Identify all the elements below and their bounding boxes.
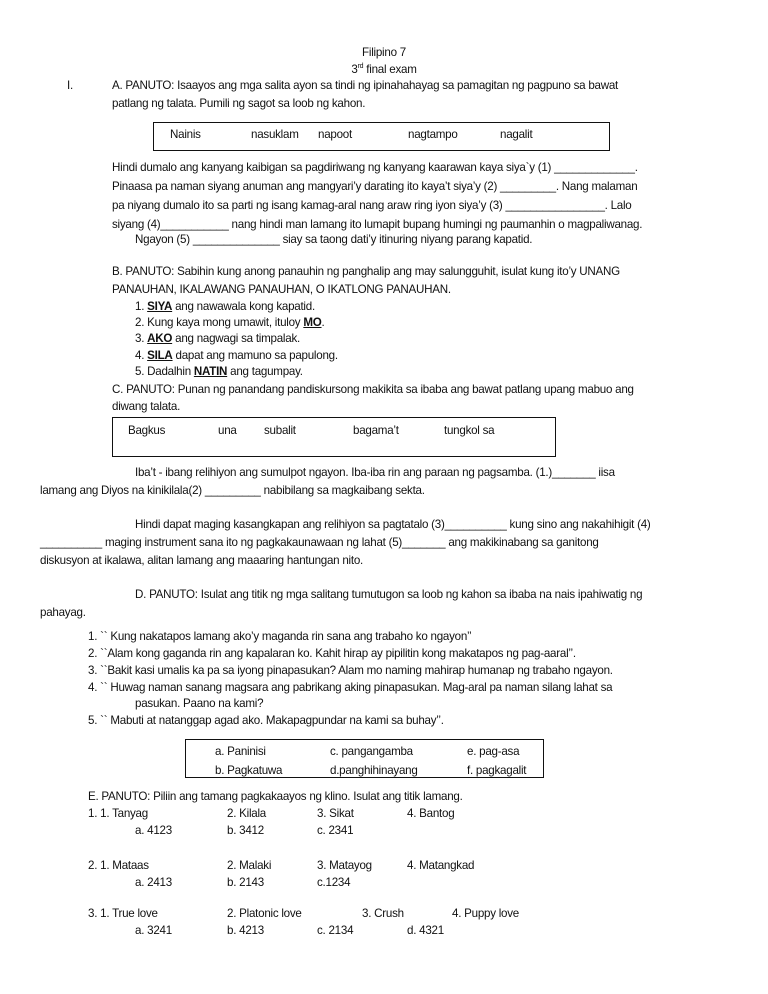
item-text: 1. (135, 300, 148, 313)
item-text: 4. (135, 349, 148, 362)
item-text: dapat ang mamuno sa papulong. (172, 349, 338, 362)
answer-option: c. 2134 (317, 924, 354, 937)
roman-numeral: I. (67, 79, 73, 92)
answer-option: c.1234 (317, 876, 351, 889)
statement-item: 2. ``Alam kong gaganda rin ang kapalaran ko. Kahit hirap ay pipilitin kong makatapos ng pag-aaral’’. (88, 647, 576, 660)
question-item (135, 332, 300, 346)
paragraph-line: pa niyang dumalo ito sa parti ng isang kamag-aral nang araw ring iyon siya’y (3) ________________. Lalo (112, 199, 632, 212)
klino-word: 2. Platonic love (227, 907, 302, 920)
part-d-instruction: D. PANUTO: Isulat ang titik ng mga salitang tumutugon sa loob ng kahon sa ibaba na nais ipahiwatig ng (135, 588, 643, 601)
choice: d.panghihinayang (330, 764, 418, 777)
klino-word: 1. 1. Tanyag (88, 807, 148, 820)
klino-word: 3. Matayog (317, 859, 372, 872)
paragraph-line: Pinaasa pa naman siyang anuman ang mangyari’y darating ito kaya’t siya’y (2) _________. Nang malaman (112, 180, 638, 193)
paragraph-line: Hindi dapat maging kasangkapan ang relihiyon sa pagtatalo (3)__________ kung sino ang nakahihigit (4) (135, 518, 651, 531)
item-text: 5. Dadalhin (135, 365, 194, 378)
statement-item: 5. `` Mabuti at natanggap agad ako. Makapagpundar na kami sa buhay’’. (88, 714, 444, 727)
paragraph-line: __________ maging instrument sana ito ng pagkakaunawaan ng lahat (5)_______ ang makikinabang sa ganitong (40, 536, 599, 549)
answer-option: b. 2143 (227, 876, 264, 889)
underlined-pronoun: SIYA (147, 300, 173, 313)
paragraph-line: Ngayon (5) ______________ siay sa taong dati’y itinuring niyang parang kapatid. (135, 233, 533, 246)
klino-word: 4. Puppy love (452, 907, 520, 920)
part-b-instruction-2: PANAUHAN, IKALAWANG PANAUHAN, O IKATLONG PANAUHAN. (112, 283, 451, 296)
choice: nagtampo (408, 128, 458, 141)
choice: subalit (264, 424, 296, 437)
klino-word: 3. Sikat (317, 807, 354, 820)
word-box-a (153, 122, 610, 151)
item-text: ang nagwagi sa timpalak. (172, 332, 300, 345)
paragraph-line: siyang (4)___________ nang hindi man lamang ito lumapit bupang humingi ng paumanhin o magpaliwanag. (112, 218, 643, 231)
choice: b. Pagkatuwa (215, 764, 283, 777)
choice: Bagkus (128, 424, 166, 437)
paragraph-line: diskusyon at ikalawa, alitan lamang ang maaaring hantungan nito. (40, 554, 364, 567)
exam-number: 3 (351, 63, 358, 76)
underlined-pronoun: NATIN (193, 365, 228, 378)
klino-word: 3. 1. True love (88, 907, 158, 920)
item-text: 3. (135, 332, 148, 345)
subject-title: Filipino 7 (362, 46, 406, 59)
answer-option: b. 4213 (227, 924, 264, 937)
exam-suffix: rd (357, 63, 364, 71)
part-a-instruction-2: patlang ng talata. Pumili ng sagot sa loob ng kahon. (112, 97, 366, 110)
paragraph-line: Hindi dumalo ang kanyang kaibigan sa pagdiriwang ng kanyang kaarawan kaya siya`y (1) _____________. (112, 161, 638, 174)
part-d-instruction-2: pahayag. (40, 606, 86, 619)
choice: f. pagkagalit (467, 764, 527, 777)
underlined-pronoun: MO (303, 316, 322, 329)
underlined-pronoun: SILA (147, 349, 173, 362)
choice: a. Paninisi (215, 745, 266, 758)
statement-item: 3. ``Bakit kasi umalis ka pa sa iyong pinapasukan? Alam mo naming mahirap humanap ng trabaho ngayon. (88, 664, 613, 677)
answer-option: d. 4321 (407, 924, 444, 937)
choice: tungkol sa (444, 424, 495, 437)
klino-word: 2. Malaki (227, 859, 272, 872)
paragraph-line: Iba’t - ibang relihiyon ang sumulpot ngayon. Iba-iba rin ang paraan ng pagsamba. (1.)_______ iisa (135, 466, 615, 479)
question-item (135, 300, 315, 314)
choice: nagalit (500, 128, 533, 141)
answer-option: a. 2413 (135, 876, 172, 889)
choice: c. pangangamba (330, 745, 413, 758)
statement-item-continued: pasukan. Paano na kami? (135, 697, 264, 710)
item-text: 2. Kung kaya mong umawit, ituloy (135, 316, 304, 329)
question-item (135, 365, 303, 379)
item-text: ang tagumpay. (227, 365, 303, 378)
item-text: . (321, 316, 325, 329)
statement-item: 4. `` Huwag naman sanang magsara ang pabrikang aking pinapasukan. Mag-aral pa naman silang lahat sa (88, 681, 613, 694)
answer-option: b. 3412 (227, 824, 264, 837)
part-c-instruction-2: diwang talata. (112, 400, 181, 413)
klino-word: 2. Kilala (227, 807, 266, 820)
question-item (135, 316, 325, 330)
choice: una (218, 424, 237, 437)
statement-item: 1. `` Kung nakatapos lamang ako’y maganda rin sana ang trabaho ko ngayon’’ (88, 630, 472, 643)
part-a-instruction: A. PANUTO: Isaayos ang mga salita ayon sa tindi ng ipinahahayag sa pamagitan ng pagpuno sa bawat (112, 79, 619, 92)
klino-word: 4. Matangkad (407, 859, 475, 872)
part-e-instruction: E. PANUTO: Piliin ang tamang pagkakaayos ng klino. Isulat ang titik lamang. (88, 790, 463, 803)
part-b-instruction: B. PANUTO: Sabihin kung anong panauhin ng panghalip ang may salungguhit, isulat kung ito’y UNANG (112, 265, 620, 278)
klino-word: 2. 1. Mataas (88, 859, 149, 872)
answer-option: c. 2341 (317, 824, 354, 837)
choice: napoot (318, 128, 352, 141)
exam-label: final exam (363, 63, 417, 76)
part-c-instruction: C. PANUTO: Punan ng panandang pandiskursong makikita sa ibaba ang bawat patlang upang mabuo ang (112, 383, 634, 396)
answer-option: a. 3241 (135, 924, 172, 937)
choice: bagama’t (353, 424, 399, 437)
underlined-pronoun: AKO (147, 332, 173, 345)
klino-word: 4. Bantog (407, 807, 455, 820)
klino-word: 3. Crush (362, 907, 404, 920)
answer-option: a. 4123 (135, 824, 172, 837)
paragraph-line: lamang ang Diyos na kinikilala(2) _________ nabibilang sa magkaibang sekta. (40, 484, 425, 497)
item-text: ang nawawala kong kapatid. (172, 300, 315, 313)
choice: nasuklam (251, 128, 299, 141)
exam-title (0, 63, 768, 77)
choice: Nainis (170, 128, 201, 141)
choice: e. pag-asa (467, 745, 520, 758)
question-item (135, 349, 338, 363)
